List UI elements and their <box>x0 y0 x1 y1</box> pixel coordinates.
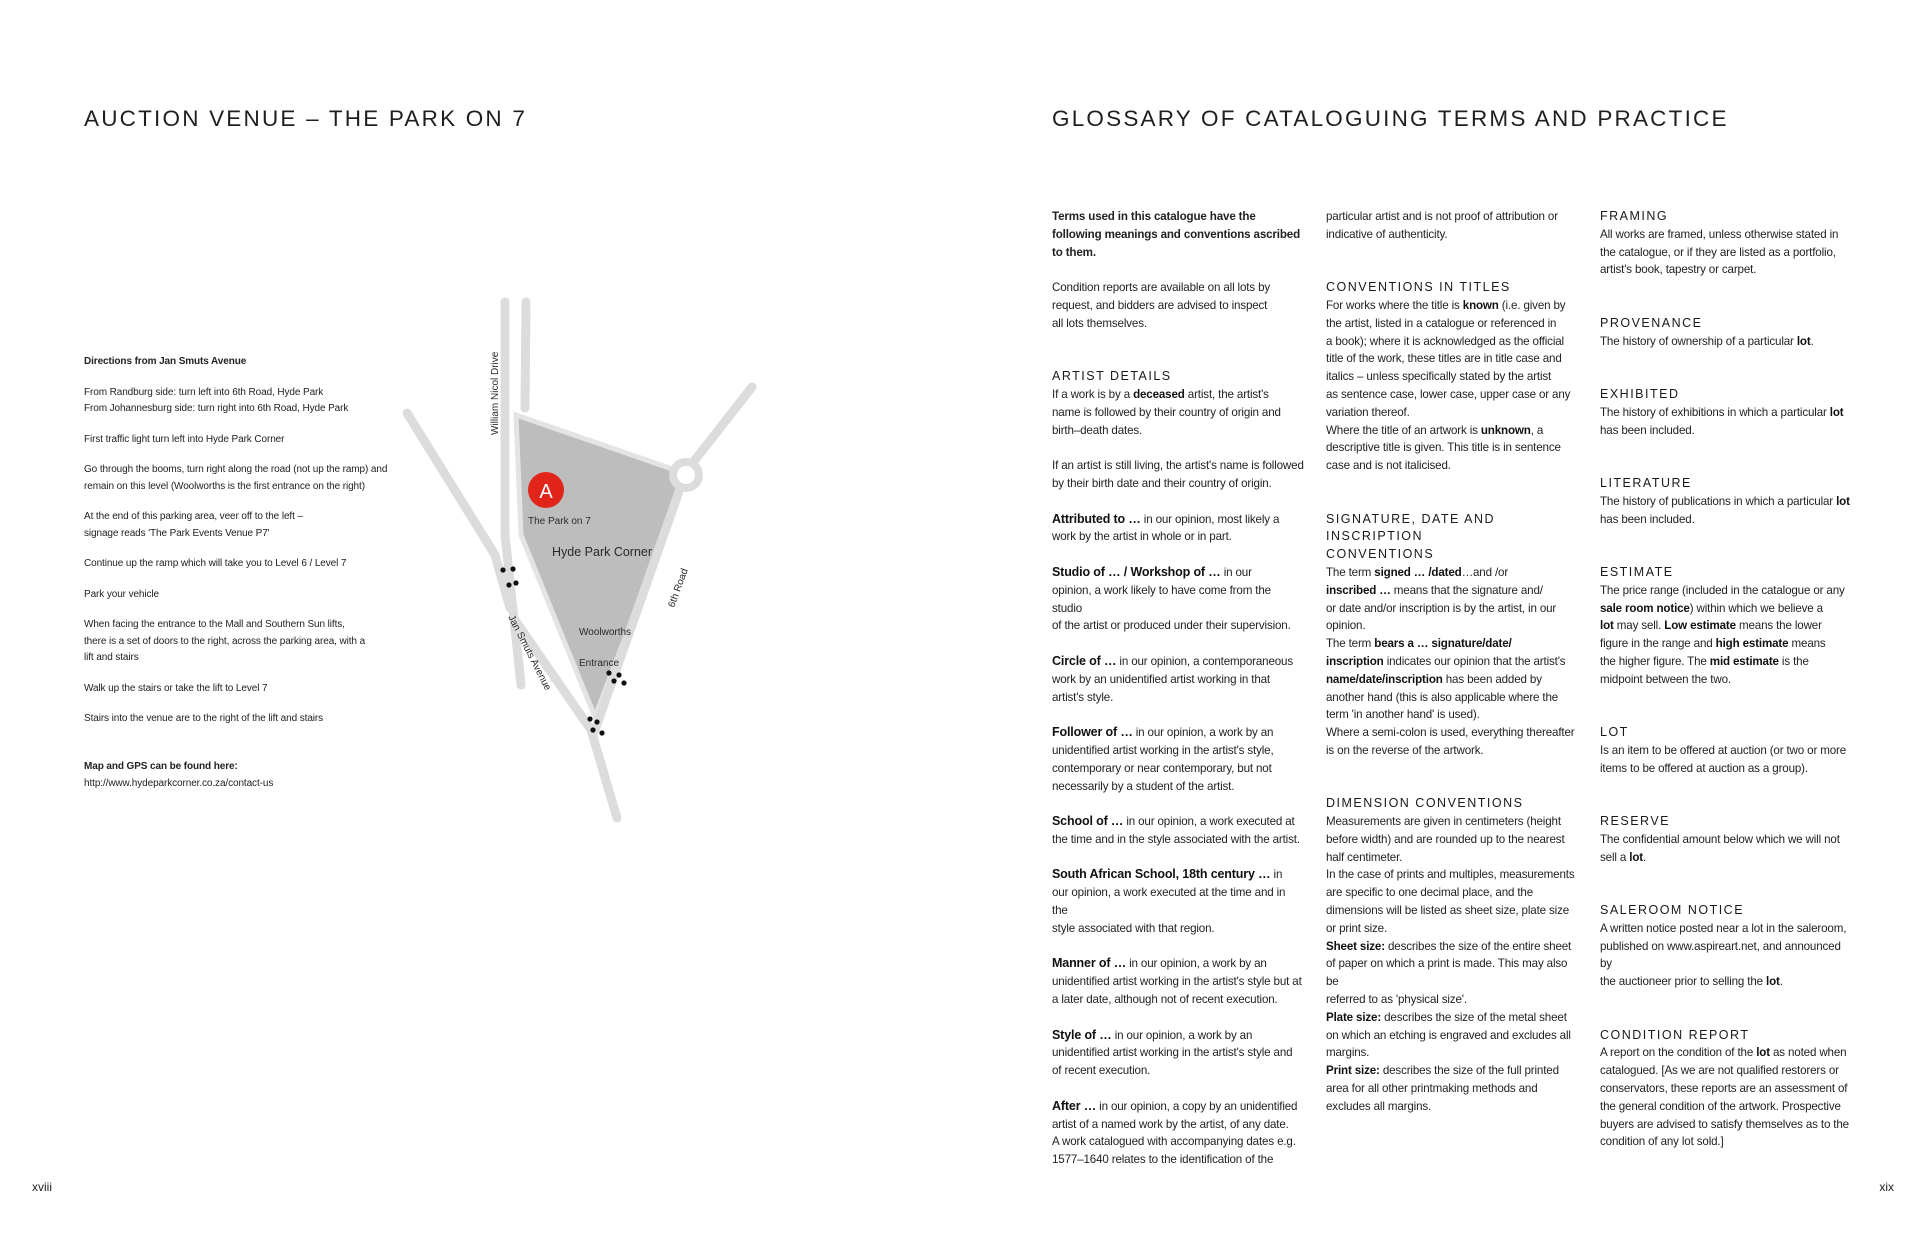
direction-step: When facing the entrance to the Mall and Southern Sun lifts, there is a set of doors to the right, across the parking area, with a lift and stairs <box>84 619 366 663</box>
section-heading: SALEROOM NOTICE <box>1600 903 1745 918</box>
glossary-entry-after: After … in our opinion, a copy by an unidentified artist of a named work by the artist, of any date. A work catalogued with accompanying dates e.g. 1577–1640 relates to the identification of the <box>1052 1098 1298 1167</box>
glossary-entry-manner: Manner of … in our opinion, a work by an unidentified artist working in the artist's style but at a later date, although not of recent execution. <box>1052 956 1302 1007</box>
glossary-entry-follower: Follower of … in our opinion, a work by an unidentified artist working in the artist's style, contemporary or near contemporary, but not necessarily by a student of the artist. <box>1052 725 1274 793</box>
continued-text: particular artist and is not proof of attribution or indicative of authenticity. <box>1326 210 1558 241</box>
estimate-text: The price range (included in the catalogue or any sale room notice) within which we believe a lot may sell. Low estimate means the lower figure in the range and high estimate means the higher figure. The mid estimate is the midpoint between the two. <box>1600 583 1845 686</box>
map-note: Map and GPS can be found here: <box>84 761 238 773</box>
page-number: xviii <box>32 1180 52 1194</box>
direction-step: Park your vehicle <box>84 588 159 600</box>
section-heading: PROVENANCE <box>1600 315 1703 330</box>
provenance-text: The history of ownership of a particular lot. <box>1600 334 1814 348</box>
glossary-entry-circle: Circle of … in our opinion, a contemporaneous work by an unidentified artist working in that artist's style. <box>1052 653 1294 704</box>
direction-step: From Randburg side: turn left into 6th Road, Hyde Park From Johannesburg side: turn right into 6th Road, Hyde Park <box>84 386 349 414</box>
venue-label: The Park on 7 <box>528 516 591 527</box>
page-number: xix <box>1879 1180 1894 1194</box>
framing-text: All works are framed, unless otherwise stated in the catalogue, or if they are listed as a portfolio, artist's book, tapestry or carpet. <box>1600 227 1839 277</box>
directions <box>84 354 404 792</box>
condition-note: Condition reports are available on all lots by request, and bidders are advised to inspect all lots themselves. <box>1052 281 1271 330</box>
store-label: Woolworths <box>579 627 632 638</box>
direction-step: Continue up the ramp which will take you to Level 6 / Level 7 <box>84 558 347 569</box>
saleroom-notice-text: A written notice posted near a lot in the saleroom, published on www.aspireart.net, and announced by the auctioneer prior to selling the lot. <box>1600 921 1847 989</box>
glossary-entry: If an artist is still living, the artist's name is followed by their birth date and their country of origin. <box>1052 459 1304 490</box>
direction-step: First traffic light turn left into Hyde Park Corner <box>84 433 285 445</box>
right-page <box>960 0 1920 1239</box>
section-heading: FRAMING <box>1600 209 1669 223</box>
direction-step: Stairs into the venue are to the right of the lift and stairs <box>84 713 324 724</box>
reserve-text: The confidential amount below which we will not sell a lot. <box>1600 832 1840 864</box>
area-label: Hyde Park Corner <box>552 545 653 559</box>
entrance-label: Entrance <box>579 658 620 669</box>
map-url-link[interactable]: http://www.hydeparkcorner.co.za/contact-us <box>84 777 274 789</box>
page-title: GLOSSARY OF CATALOGUING TERMS AND PRACTICE <box>1052 106 1729 131</box>
condition-report-text: A report on the condition of the lot as noted when catalogued. [As we are not qualified restorers or conservators, these reports are an assessment of the general condition of the artwork. Prospective buyers are advised to satisfy themselves as to the condition of any lot sold.] <box>1600 1046 1849 1149</box>
section-heading: CONDITION REPORT <box>1600 1027 1750 1042</box>
section-heading: LOT <box>1600 725 1629 740</box>
glossary-entry-style: Style of … in our opinion, a work by an unidentified artist working in the artist's style and of recent execution. <box>1052 1027 1293 1078</box>
section-heading: DIMENSION CONVENTIONS <box>1326 796 1524 811</box>
directions-title: Directions from Jan Smuts Avenue <box>84 356 247 367</box>
direction-step: At the end of this parking area, veer off to the left – signage reads 'The Park Events Venue P7' <box>84 511 303 539</box>
section-heading: CONVENTIONS IN TITLES <box>1326 280 1511 295</box>
titles-conventions: For works where the title is known (i.e. given by the artist, listed in a catalogue or referenced in a book); where it is acknowledged as the official title of the work, these titles are in title case and italics – unless specifically stated by the artist as sentence case, lower case, upper case or any variation thereof. Where the title of an artwork is unknown, a descriptive title is given. This title is in sentence case and is not italicised. <box>1326 298 1571 473</box>
road-label-6th-road: 6th Road <box>666 567 691 610</box>
direction-step: Walk up the stairs or take the lift to Level 7 <box>84 682 268 694</box>
glossary-entry-attributed: Attributed to … in our opinion, most likely a work by the artist in whole or in part. <box>1052 511 1280 544</box>
section-heading: RESERVE <box>1600 814 1671 829</box>
section-heading: ESTIMATE <box>1600 564 1674 579</box>
page-title: AUCTION VENUE – THE PARK ON 7 <box>84 106 528 131</box>
glossary-entry-studio: Studio of … / Workshop of … in our opinion, a work likely to have come from the studio of the artist or produced under their supervision. <box>1052 564 1291 633</box>
section-heading: SIGNATURE, DATE AND INSCRIPTION CONVENTIONS <box>1326 511 1496 562</box>
signature-conventions: The term signed … /dated…and /or inscribed … means that the signature and/ or date and/or inscription is by the artist, in our opinion. The term bears a … signature/date/ inscription indicates our opinion that the artist's name/date/inscription has been added by another hand (this is also applicable where the term 'in another hand' is used). Where a semi-colon is used, everything thereafter is on the reverse of the artwork. <box>1326 565 1575 757</box>
glossary-entry-school: School of … in our opinion, a work executed at the time and in the style associated with the artist. <box>1052 814 1300 846</box>
road-label-william-nicol: William Nicol Drive <box>490 351 501 435</box>
glossary-entry: If a work is by a deceased artist, the artist's name is followed by their country of origin and birth–death dates. <box>1052 387 1281 437</box>
glossary-column-2 <box>1326 208 1578 1133</box>
literature-text: The history of publications in which a particular lot has been included. <box>1600 494 1850 526</box>
section-heading: EXHIBITED <box>1600 386 1680 401</box>
direction-step: Go through the booms, turn right along the road (not up the ramp) and remain on this level (Woolworths is the first entrance on the right) <box>84 464 388 492</box>
road-label-jan-smuts: Jan Smuts Avenue <box>505 613 553 693</box>
exhibited-text: The history of exhibitions in which a particular lot has been included. <box>1600 405 1844 437</box>
venue-logo-letter: A <box>539 481 553 503</box>
section-heading: ARTIST DETAILS <box>1052 369 1172 384</box>
roundabout <box>673 462 699 488</box>
venue-map <box>395 290 775 830</box>
glossary-entry-sa-school: South African School, 18th century … in our opinion, a work executed at the time and in the style associated with that region. <box>1052 867 1286 935</box>
lot-text: Is an item to be offered at auction (or two or more items to be offered at auction as a group). <box>1600 743 1847 775</box>
intro-text: Terms used in this catalogue have the following meanings and conventions ascribed to them. <box>1052 210 1301 259</box>
glossary-column-1 <box>1052 208 1304 1187</box>
glossary-column-3 <box>1600 208 1852 1169</box>
section-heading: LITERATURE <box>1600 475 1692 490</box>
dimension-conventions: Measurements are given in centimeters (height before width) and are rounded up to the nearest half centimeter. In the case of prints and multiples, measurements are specific to one decimal place, and the dimensions will be listed as sheet size, plate size or print size. Sheet size: describes the size of the entire sheet of paper on which a print is made. This may also be referred to as 'physical size'. Plate size: describes the size of the metal sheet on which an etching is engraved and excludes all margins. Print size: describes the size of the full printed area for all other printmaking methods and excludes all margins. <box>1326 815 1575 1113</box>
